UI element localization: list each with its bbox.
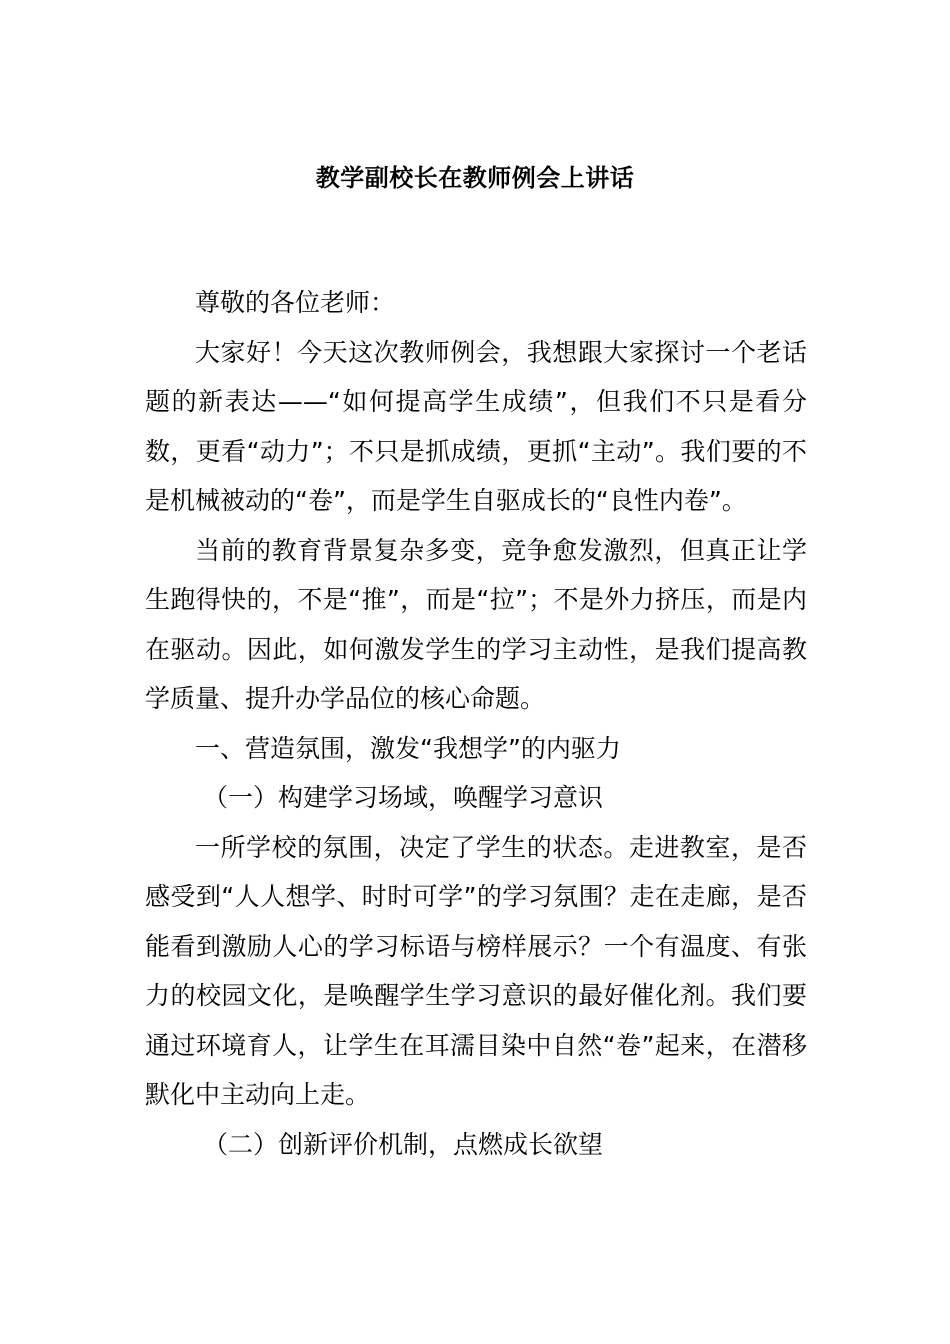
salutation-paragraph: 尊敬的各位老师： [195,288,396,317]
subsection-heading-1: （一）构建学习场域，唤醒学习意识 [203,783,604,812]
document-title: 教学副校长在教师例会上讲话 [315,164,635,192]
background-paragraph: 当前的教育背景复杂多变，竞争愈发激烈，但真正让学生跑得快的，不是“推”，而是“拉”；不是外力挤压，而是内在驱动。因此，如何激发学生的学习主动性，是我们提高教学质量、提升办学品位的核心命题。 [145,535,807,713]
opening-paragraph: 大家好！今天这次教师例会，我想跟大家探讨一个老话题的新表达——“如何提高学生成绩”，但我们不只是看分数，更看“动力”；不只是抓成绩，更抓“主动”。我们要的不是机械被动的“卷”，而是学生自驱成长的“良性内卷”。 [145,337,807,515]
subsection-heading-2: （二）创新评价机制，点燃成长欲望 [203,1129,604,1159]
atmosphere-paragraph: 一所学校的氛围，决定了学生的状态。走进教室，是否感受到“人人想学、时时可学”的学习氛围？走在走廊，是否能看到激励人心的学习标语与榜样展示？一个有温度、有张力的校园文化，是唤醒学生学习意识的最好催化剂。我们要通过环境育人，让学生在耳濡目染中自然“卷”起来，在潜移默化中主动向上走。 [145,832,807,1109]
document-body [145,278,807,1169]
section-heading-1: 一、营造氛围，激发“我想学”的内驱力 [195,733,621,763]
